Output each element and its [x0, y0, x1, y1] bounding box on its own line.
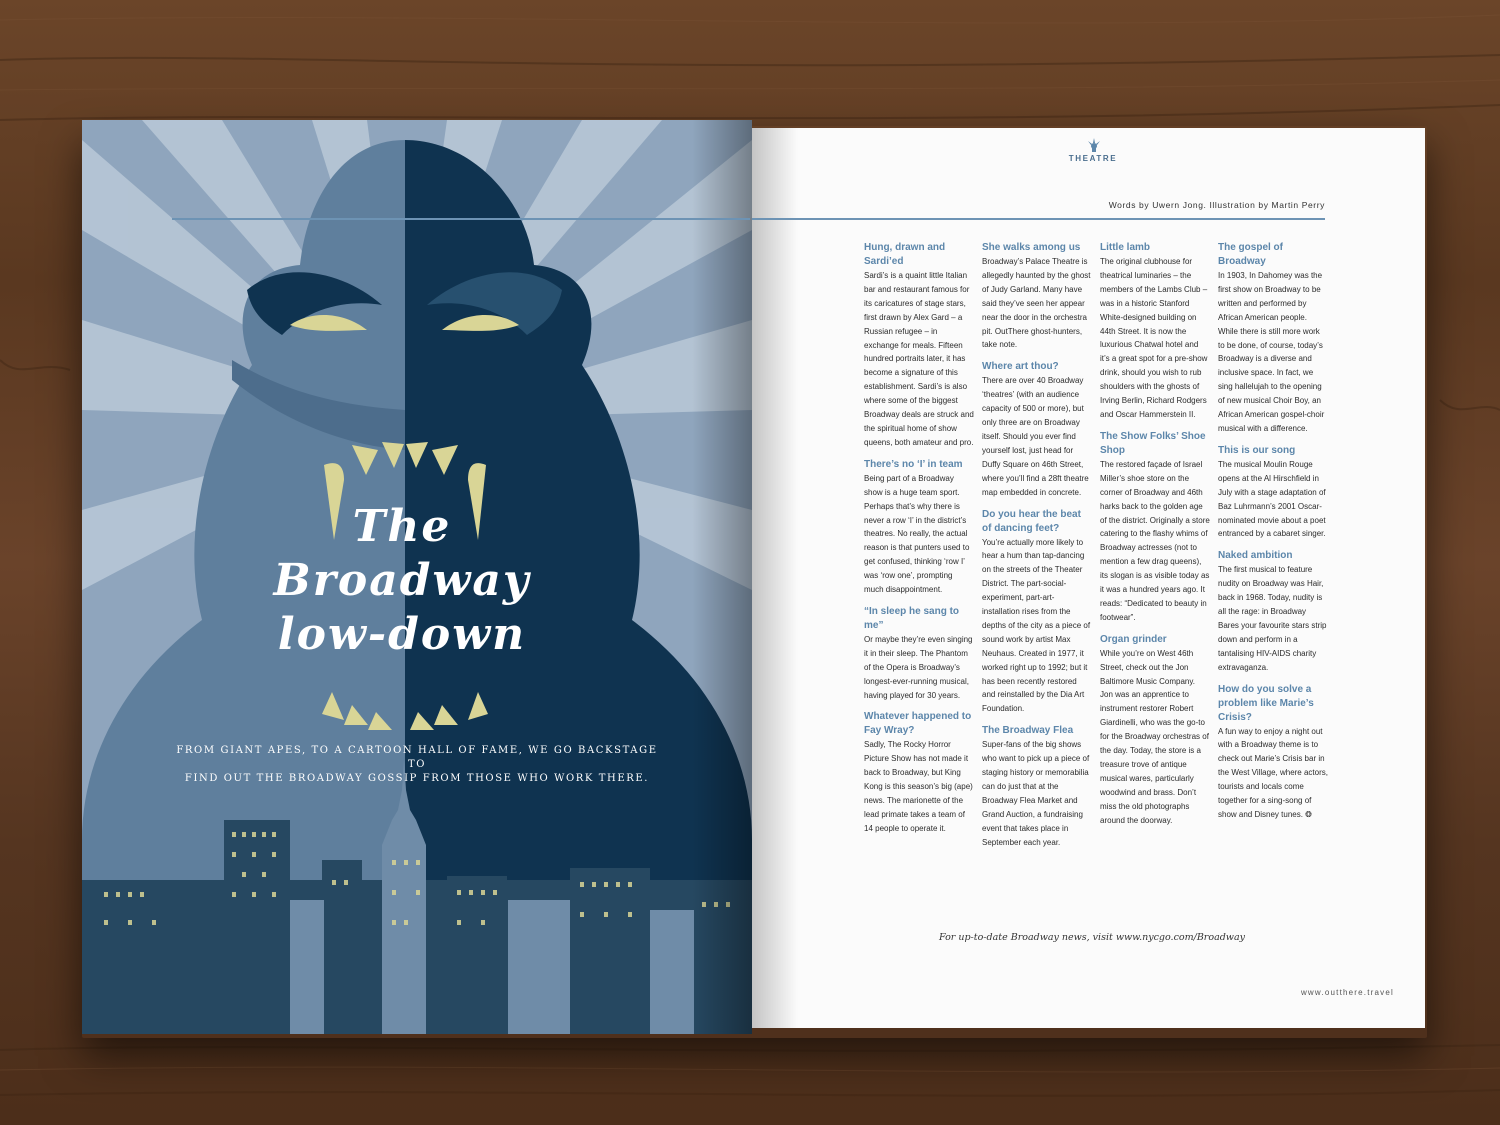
tip-body: Broadway’s Palace Theatre is allegedly haunted by the ghost of Judy Garland. Many have said they’ve seen her appear near the door in the orchestra pit. OutThere ghost-hunters, take note.	[982, 257, 1091, 350]
footer-url: www.outthere.travel	[1300, 988, 1394, 997]
headline-line: low-down	[277, 609, 527, 660]
tip-body: Sadly, The Rocky Horror Picture Show has not made it back to Broadway, but King Kong is this season’s big (ape) news. The marionette of the lead primate takes a team of 14 people to operate it.	[864, 740, 973, 833]
byline: Words by Uwern Jong. Illustration by Martin Perry	[1108, 200, 1325, 210]
tip-heading: How do you solve a problem like Marie’s Crisis?	[1218, 683, 1314, 723]
tip-body: Or maybe they’re even singing it in their sleep. The Phantom of the Opera is Broadway’s longest-ever-running musical, having played for 30 years.	[864, 634, 973, 700]
tip-heading: Naked ambition	[1218, 550, 1293, 562]
tip-body: You’re actually more likely to hear a hum than tap-dancing on the streets of the Theater District. The part-social-experiment, part-art-installation rises from the depths of the city as a piece of sound work by artist Max Neuhaus. Created in 1977, it worked right up to 1992; but it has been recently restored and reinstalled by the Dia Art Foundation.	[982, 537, 1091, 714]
footer-note: For up-to-date Broadway news, visit www.nycgo.com/Broadway	[939, 932, 1245, 943]
tip-body: While you’re on West 46th Street, check out the Jon Baltimore Music Company. Jon was an apprentice to instrument restorer Robert Giardinelli, who was the go-to for the Broadway orchestras of the day. Today, the store is a treasure trove of antique musical wares, particularly woodwind and brass. Don’t miss the old photographs around the doorway.	[1100, 648, 1209, 825]
tip-body: Super-fans of the big shows who want to pick up a piece of staging history or memorabilia can do just that at the Broadway Flea Market and Grand Auction, a fundraising event that takes place in September each year.	[982, 740, 1090, 847]
tip-body: The restored façade of Israel Miller’s shoe store on the corner of Broadway and 46th harks back to the golden age of the district. Originally a store catering to the flashy whims of Broadway actresses (not to mention a few drag queens), its slogan is as visible today as it was a hundred years ago. It reads: “Dedicated to beauty in footwear”.	[1100, 459, 1210, 622]
tip-body: There are over 40 Broadway ‘theatres’ (with an audience capacity of 500 or more), but only three are on Broadway itself. Should you ever find yourself lost, just head for Duffy Square on 46th Street, where you’ll find a 28ft theatre map embedded in concrete.	[982, 376, 1089, 497]
headline-line: The	[352, 501, 452, 552]
tip-heading: She walks among us	[982, 242, 1081, 253]
tip-heading: “In sleep he sang to me”	[864, 605, 960, 631]
tip-heading: Where art thou?	[982, 361, 1059, 373]
tip-heading: The Show Folks’ Shoe Shop	[1100, 430, 1206, 456]
article-column-2	[982, 241, 1092, 858]
tip-body: In 1903, In Dahomey was the first show on Broadway to be written and performed by African American people. While there is still more work to be done, of course, today’s Broadway is a diverse and inclusive space. In fact, we sing hallelujah to the opening of new musical Choir Boy, an African American gospel-choir musical with a difference.	[1218, 271, 1325, 433]
section-label: THEATRE	[1068, 154, 1118, 163]
headline	[252, 500, 552, 662]
tip-body: Being part of a Broadway show is a huge team sport. Perhaps that’s why there is never a row ‘I’ in the district’s theatres. No really, the actual reason is that punters used to get confused, thinking ‘row I’ was ‘row one’, prompting much disappointment.	[864, 473, 970, 595]
tip-heading: Little lamb	[1100, 242, 1151, 253]
tip-heading: The gospel of Broadway	[1218, 242, 1283, 267]
right-page-article	[752, 128, 1425, 1028]
headline-line: Broadway	[273, 555, 531, 606]
article-column-1	[864, 241, 974, 844]
tip-body: The original clubhouse for theatrical luminaries – the members of the Lambs Club – was in a historic Stanford White-designed building on 44th Street. It is now the luxurious Chatwal hotel and it’s a great spot for a pre-show drink, should you wish to rub shoulders with the ghosts of Irving Berlin, Richard Rodgers and Oscar Hammerstein II.	[1100, 257, 1208, 419]
title-rule-right	[752, 218, 1325, 220]
article-column-4	[1218, 241, 1328, 830]
left-page-illustration	[82, 120, 752, 1034]
tip-heading: Do you hear the beat of dancing feet?	[982, 508, 1081, 534]
tip-body: A fun way to enjoy a night out with a Broadway theme is to check out Marie’s Crisis bar in the West Village, where actors, tourists and locals come together for a sing-song of show and Disney tunes. ❂	[1218, 726, 1328, 819]
article-column-3	[1100, 241, 1210, 836]
tip-heading: Hung, drawn and Sardi’ed	[864, 242, 946, 267]
tip-heading: Organ grinder	[1100, 633, 1167, 645]
statue-of-liberty-icon	[1086, 137, 1102, 153]
tip-heading: The Broadway Flea	[982, 725, 1074, 737]
tip-body: Sardi’s is a quaint little Italian bar and restaurant famous for its caricatures of stage stars, first drawn by Alex Gard – a Russian refugee – in exchange for meals. Fifteen hundred portraits later, it has become a signature of this establishment. Sardi’s is also where some of the biggest Broadway deals are struck and the spiritual home of show queens, both amateur and pro.	[864, 271, 974, 447]
standfirst-line: FROM GIANT APES, TO A CARTOON HALL OF FAME, WE GO BACKSTAGE TO	[176, 745, 658, 770]
title-rule-left	[172, 218, 750, 220]
tip-body: The first musical to feature nudity on Broadway was Hair, back in 1968. Today, nudity is all the rage: in Broadway Bares your favourite stars strip down and perform in a tantalising HIV-AIDS charity extravaganza.	[1218, 565, 1327, 672]
standfirst-line: FIND OUT THE BROADWAY GOSSIP FROM THOSE WHO WORK THERE.	[184, 773, 650, 784]
standfirst	[172, 744, 662, 786]
tip-heading: There’s no ‘I’ in team	[864, 458, 963, 470]
gutter-shadow	[752, 128, 798, 1028]
tip-heading: Whatever happened to Fay Wray?	[864, 711, 972, 737]
tip-body: The musical Moulin Rouge opens at the Al Hirschfield in July with a stage adaptation of Baz Luhrmann’s 2001 Oscar-nominated movie about a poet entranced by a cabaret singer.	[1218, 459, 1326, 539]
tip-heading: This is our song	[1218, 444, 1296, 456]
gutter-shadow	[692, 120, 752, 1034]
